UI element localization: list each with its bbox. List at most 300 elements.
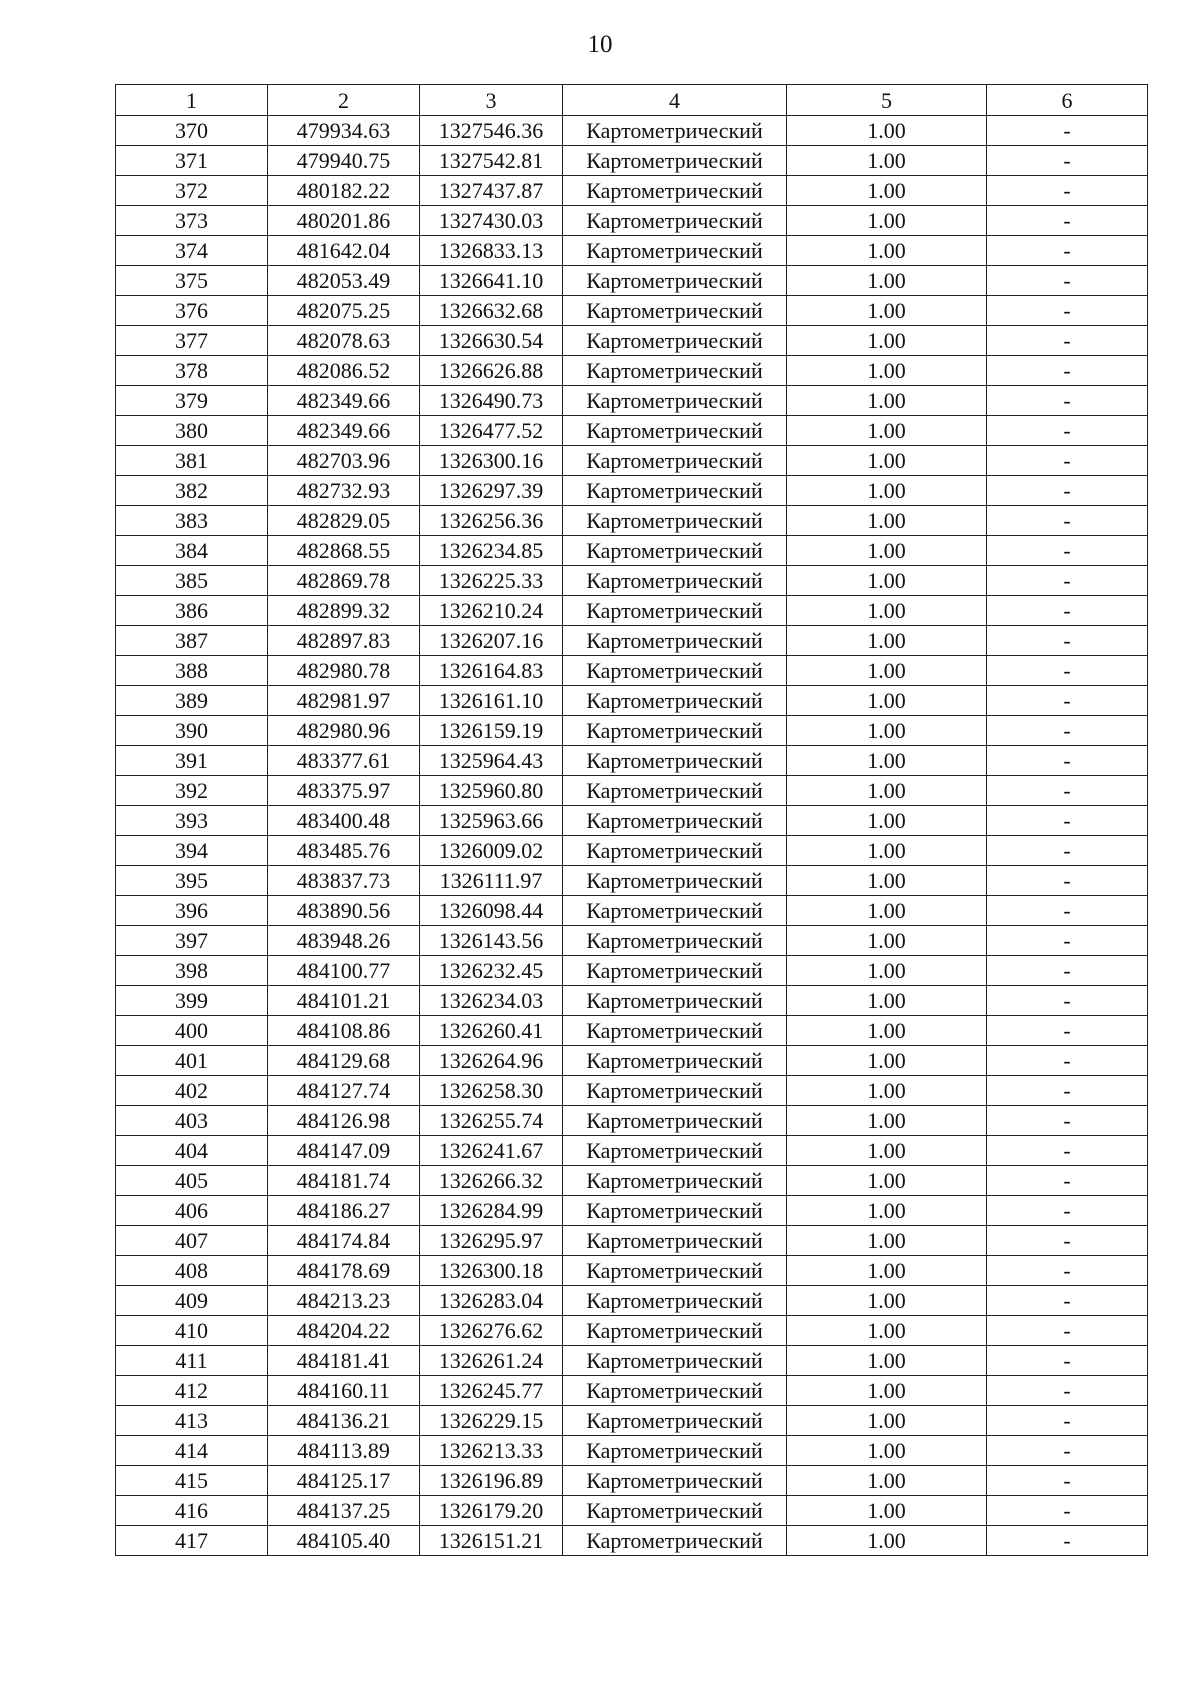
x-coordinate-cell: 480201.86 (268, 206, 420, 236)
point-number-cell: 382 (116, 476, 268, 506)
x-coordinate-cell: 484181.74 (268, 1166, 420, 1196)
method-cell: Картометрический (563, 896, 787, 926)
x-coordinate-cell: 484108.86 (268, 1016, 420, 1046)
table-row (116, 1076, 1148, 1106)
note-cell: - (987, 986, 1148, 1016)
y-coordinate-cell: 1326266.32 (420, 1166, 563, 1196)
y-coordinate-cell: 1326626.88 (420, 356, 563, 386)
x-coordinate-cell: 482075.25 (268, 296, 420, 326)
method-cell: Картометрический (563, 686, 787, 716)
table-row (116, 1316, 1148, 1346)
table-row (116, 1466, 1148, 1496)
method-cell: Картометрический (563, 296, 787, 326)
method-cell: Картометрический (563, 386, 787, 416)
table-row (116, 296, 1148, 326)
y-coordinate-cell: 1326143.56 (420, 926, 563, 956)
note-cell: - (987, 596, 1148, 626)
header-cell-2: 2 (268, 85, 420, 116)
table-row (116, 206, 1148, 236)
note-cell: - (987, 446, 1148, 476)
x-coordinate-cell: 482981.97 (268, 686, 420, 716)
y-coordinate-cell: 1326234.85 (420, 536, 563, 566)
point-number-cell: 397 (116, 926, 268, 956)
accuracy-cell: 1.00 (787, 416, 987, 446)
point-number-cell: 374 (116, 236, 268, 266)
point-number-cell: 384 (116, 536, 268, 566)
point-number-cell: 410 (116, 1316, 268, 1346)
point-number-cell: 396 (116, 896, 268, 926)
table-row (116, 476, 1148, 506)
table-row (116, 896, 1148, 926)
table-row (116, 866, 1148, 896)
accuracy-cell: 1.00 (787, 1436, 987, 1466)
accuracy-cell: 1.00 (787, 566, 987, 596)
note-cell: - (987, 1496, 1148, 1526)
x-coordinate-cell: 484147.09 (268, 1136, 420, 1166)
method-cell: Картометрический (563, 356, 787, 386)
note-cell: - (987, 1346, 1148, 1376)
method-cell: Картометрический (563, 836, 787, 866)
point-number-cell: 412 (116, 1376, 268, 1406)
accuracy-cell: 1.00 (787, 1316, 987, 1346)
note-cell: - (987, 116, 1148, 146)
page-number: 10 (587, 31, 613, 58)
method-cell: Картометрический (563, 926, 787, 956)
point-number-cell: 372 (116, 176, 268, 206)
note-cell: - (987, 956, 1148, 986)
y-coordinate-cell: 1326255.74 (420, 1106, 563, 1136)
x-coordinate-cell: 483890.56 (268, 896, 420, 926)
table-body (116, 116, 1148, 1556)
table-row (116, 1256, 1148, 1286)
table-row (116, 1496, 1148, 1526)
note-cell: - (987, 746, 1148, 776)
y-coordinate-cell: 1326300.18 (420, 1256, 563, 1286)
method-cell: Картометрический (563, 326, 787, 356)
accuracy-cell: 1.00 (787, 1046, 987, 1076)
point-number-cell: 415 (116, 1466, 268, 1496)
point-number-cell: 414 (116, 1436, 268, 1466)
point-number-cell: 385 (116, 566, 268, 596)
accuracy-cell: 1.00 (787, 1346, 987, 1376)
point-number-cell: 371 (116, 146, 268, 176)
y-coordinate-cell: 1327546.36 (420, 116, 563, 146)
y-coordinate-cell: 1327430.03 (420, 206, 563, 236)
x-coordinate-cell: 484204.22 (268, 1316, 420, 1346)
point-number-cell: 407 (116, 1226, 268, 1256)
note-cell: - (987, 1196, 1148, 1226)
method-cell: Картометрический (563, 476, 787, 506)
accuracy-cell: 1.00 (787, 686, 987, 716)
method-cell: Картометрический (563, 446, 787, 476)
accuracy-cell: 1.00 (787, 326, 987, 356)
method-cell: Картометрический (563, 1406, 787, 1436)
table-row (116, 1376, 1148, 1406)
note-cell: - (987, 686, 1148, 716)
accuracy-cell: 1.00 (787, 1286, 987, 1316)
table-row (116, 776, 1148, 806)
table-row (116, 1346, 1148, 1376)
accuracy-cell: 1.00 (787, 356, 987, 386)
point-number-cell: 379 (116, 386, 268, 416)
method-cell: Картометрический (563, 506, 787, 536)
accuracy-cell: 1.00 (787, 716, 987, 746)
y-coordinate-cell: 1326490.73 (420, 386, 563, 416)
x-coordinate-cell: 479940.75 (268, 146, 420, 176)
method-cell: Картометрический (563, 1046, 787, 1076)
method-cell: Картометрический (563, 176, 787, 206)
table-row (116, 716, 1148, 746)
x-coordinate-cell: 482078.63 (268, 326, 420, 356)
y-coordinate-cell: 1326295.97 (420, 1226, 563, 1256)
header-cell-3: 3 (420, 85, 563, 116)
accuracy-cell: 1.00 (787, 266, 987, 296)
note-cell: - (987, 1406, 1148, 1436)
y-coordinate-cell: 1326241.67 (420, 1136, 563, 1166)
point-number-cell: 413 (116, 1406, 268, 1436)
point-number-cell: 395 (116, 866, 268, 896)
note-cell: - (987, 1376, 1148, 1406)
note-cell: - (987, 476, 1148, 506)
note-cell: - (987, 1256, 1148, 1286)
accuracy-cell: 1.00 (787, 776, 987, 806)
point-number-cell: 391 (116, 746, 268, 776)
method-cell: Картометрический (563, 1076, 787, 1106)
method-cell: Картометрический (563, 1166, 787, 1196)
method-cell: Картометрический (563, 656, 787, 686)
y-coordinate-cell: 1326284.99 (420, 1196, 563, 1226)
method-cell: Картометрический (563, 236, 787, 266)
x-coordinate-cell: 484126.98 (268, 1106, 420, 1136)
y-coordinate-cell: 1326297.39 (420, 476, 563, 506)
accuracy-cell: 1.00 (787, 476, 987, 506)
method-cell: Картометрический (563, 746, 787, 776)
table-row (116, 386, 1148, 416)
x-coordinate-cell: 482980.78 (268, 656, 420, 686)
note-cell: - (987, 326, 1148, 356)
accuracy-cell: 1.00 (787, 1106, 987, 1136)
table-row (116, 806, 1148, 836)
method-cell: Картометрический (563, 1196, 787, 1226)
point-number-cell: 376 (116, 296, 268, 326)
method-cell: Картометрический (563, 566, 787, 596)
y-coordinate-cell: 1326232.45 (420, 956, 563, 986)
note-cell: - (987, 1166, 1148, 1196)
y-coordinate-cell: 1326229.15 (420, 1406, 563, 1436)
method-cell: Картометрический (563, 206, 787, 236)
method-cell: Картометрический (563, 806, 787, 836)
method-cell: Картометрический (563, 536, 787, 566)
y-coordinate-cell: 1325960.80 (420, 776, 563, 806)
note-cell: - (987, 1136, 1148, 1166)
note-cell: - (987, 206, 1148, 236)
method-cell: Картометрический (563, 1106, 787, 1136)
y-coordinate-cell: 1326213.33 (420, 1436, 563, 1466)
y-coordinate-cell: 1326256.36 (420, 506, 563, 536)
x-coordinate-cell: 483837.73 (268, 866, 420, 896)
x-coordinate-cell: 482829.05 (268, 506, 420, 536)
accuracy-cell: 1.00 (787, 386, 987, 416)
x-coordinate-cell: 483485.76 (268, 836, 420, 866)
table-row (116, 1436, 1148, 1466)
point-number-cell: 400 (116, 1016, 268, 1046)
x-coordinate-cell: 483375.97 (268, 776, 420, 806)
table-row (116, 266, 1148, 296)
x-coordinate-cell: 484125.17 (268, 1466, 420, 1496)
accuracy-cell: 1.00 (787, 866, 987, 896)
y-coordinate-cell: 1326161.10 (420, 686, 563, 716)
table-row (116, 956, 1148, 986)
table-row (116, 1226, 1148, 1256)
table-row (116, 1406, 1148, 1436)
accuracy-cell: 1.00 (787, 506, 987, 536)
point-number-cell: 375 (116, 266, 268, 296)
header-cell-4: 4 (563, 85, 787, 116)
point-number-cell: 394 (116, 836, 268, 866)
y-coordinate-cell: 1326234.03 (420, 986, 563, 1016)
table-row (116, 1016, 1148, 1046)
y-coordinate-cell: 1327437.87 (420, 176, 563, 206)
note-cell: - (987, 1016, 1148, 1046)
table-row (116, 596, 1148, 626)
note-cell: - (987, 416, 1148, 446)
method-cell: Картометрический (563, 1136, 787, 1166)
x-coordinate-cell: 479934.63 (268, 116, 420, 146)
method-cell: Картометрический (563, 1496, 787, 1526)
header-row (116, 85, 1148, 116)
point-number-cell: 381 (116, 446, 268, 476)
table-row (116, 1196, 1148, 1226)
table-row (116, 146, 1148, 176)
y-coordinate-cell: 1326283.04 (420, 1286, 563, 1316)
header-cell-1: 1 (116, 85, 268, 116)
accuracy-cell: 1.00 (787, 1406, 987, 1436)
table-row (116, 356, 1148, 386)
x-coordinate-cell: 482869.78 (268, 566, 420, 596)
accuracy-cell: 1.00 (787, 1376, 987, 1406)
accuracy-cell: 1.00 (787, 1466, 987, 1496)
x-coordinate-cell: 484160.11 (268, 1376, 420, 1406)
accuracy-cell: 1.00 (787, 176, 987, 206)
x-coordinate-cell: 484137.25 (268, 1496, 420, 1526)
y-coordinate-cell: 1326833.13 (420, 236, 563, 266)
method-cell: Картометрический (563, 1466, 787, 1496)
point-number-cell: 370 (116, 116, 268, 146)
point-number-cell: 393 (116, 806, 268, 836)
accuracy-cell: 1.00 (787, 746, 987, 776)
x-coordinate-cell: 482349.66 (268, 416, 420, 446)
header-cell-5: 5 (787, 85, 987, 116)
y-coordinate-cell: 1326630.54 (420, 326, 563, 356)
note-cell: - (987, 1226, 1148, 1256)
point-number-cell: 401 (116, 1046, 268, 1076)
y-coordinate-cell: 1326260.41 (420, 1016, 563, 1046)
table-row (116, 986, 1148, 1016)
y-coordinate-cell: 1326111.97 (420, 866, 563, 896)
x-coordinate-cell: 483400.48 (268, 806, 420, 836)
accuracy-cell: 1.00 (787, 1076, 987, 1106)
method-cell: Картометрический (563, 776, 787, 806)
y-coordinate-cell: 1325963.66 (420, 806, 563, 836)
accuracy-cell: 1.00 (787, 1226, 987, 1256)
x-coordinate-cell: 484186.27 (268, 1196, 420, 1226)
note-cell: - (987, 866, 1148, 896)
accuracy-cell: 1.00 (787, 446, 987, 476)
note-cell: - (987, 176, 1148, 206)
point-number-cell: 399 (116, 986, 268, 1016)
x-coordinate-cell: 482086.52 (268, 356, 420, 386)
point-number-cell: 409 (116, 1286, 268, 1316)
note-cell: - (987, 1436, 1148, 1466)
note-cell: - (987, 1046, 1148, 1076)
note-cell: - (987, 266, 1148, 296)
note-cell: - (987, 626, 1148, 656)
accuracy-cell: 1.00 (787, 206, 987, 236)
method-cell: Картометрический (563, 1316, 787, 1346)
y-coordinate-cell: 1326151.21 (420, 1526, 563, 1556)
note-cell: - (987, 836, 1148, 866)
table-row (116, 836, 1148, 866)
accuracy-cell: 1.00 (787, 986, 987, 1016)
x-coordinate-cell: 484178.69 (268, 1256, 420, 1286)
point-number-cell: 390 (116, 716, 268, 746)
method-cell: Картометрический (563, 956, 787, 986)
y-coordinate-cell: 1326009.02 (420, 836, 563, 866)
table-row (116, 236, 1148, 266)
table-row (116, 1136, 1148, 1166)
accuracy-cell: 1.00 (787, 956, 987, 986)
x-coordinate-cell: 484127.74 (268, 1076, 420, 1106)
table-row (116, 176, 1148, 206)
method-cell: Картометрический (563, 146, 787, 176)
point-number-cell: 387 (116, 626, 268, 656)
table-row (116, 656, 1148, 686)
method-cell: Картометрический (563, 626, 787, 656)
note-cell: - (987, 386, 1148, 416)
note-cell: - (987, 506, 1148, 536)
method-cell: Картометрический (563, 1346, 787, 1376)
x-coordinate-cell: 484113.89 (268, 1436, 420, 1466)
note-cell: - (987, 896, 1148, 926)
accuracy-cell: 1.00 (787, 236, 987, 266)
table-row (116, 1286, 1148, 1316)
coordinates-table (115, 84, 1148, 1556)
x-coordinate-cell: 481642.04 (268, 236, 420, 266)
point-number-cell: 373 (116, 206, 268, 236)
y-coordinate-cell: 1326477.52 (420, 416, 563, 446)
x-coordinate-cell: 482899.32 (268, 596, 420, 626)
accuracy-cell: 1.00 (787, 1526, 987, 1556)
point-number-cell: 411 (116, 1346, 268, 1376)
point-number-cell: 398 (116, 956, 268, 986)
y-coordinate-cell: 1326300.16 (420, 446, 563, 476)
note-cell: - (987, 926, 1148, 956)
accuracy-cell: 1.00 (787, 1166, 987, 1196)
header-cell-6: 6 (987, 85, 1148, 116)
point-number-cell: 380 (116, 416, 268, 446)
table-row (116, 926, 1148, 956)
note-cell: - (987, 566, 1148, 596)
x-coordinate-cell: 482980.96 (268, 716, 420, 746)
y-coordinate-cell: 1326196.89 (420, 1466, 563, 1496)
method-cell: Картометрический (563, 116, 787, 146)
x-coordinate-cell: 484213.23 (268, 1286, 420, 1316)
x-coordinate-cell: 483948.26 (268, 926, 420, 956)
note-cell: - (987, 806, 1148, 836)
accuracy-cell: 1.00 (787, 836, 987, 866)
x-coordinate-cell: 482868.55 (268, 536, 420, 566)
accuracy-cell: 1.00 (787, 626, 987, 656)
y-coordinate-cell: 1326225.33 (420, 566, 563, 596)
note-cell: - (987, 296, 1148, 326)
accuracy-cell: 1.00 (787, 116, 987, 146)
x-coordinate-cell: 484174.84 (268, 1226, 420, 1256)
accuracy-cell: 1.00 (787, 656, 987, 686)
method-cell: Картометрический (563, 1526, 787, 1556)
x-coordinate-cell: 482053.49 (268, 266, 420, 296)
table-row (116, 536, 1148, 566)
accuracy-cell: 1.00 (787, 146, 987, 176)
table-row (116, 116, 1148, 146)
accuracy-cell: 1.00 (787, 1256, 987, 1286)
point-number-cell: 378 (116, 356, 268, 386)
y-coordinate-cell: 1326164.83 (420, 656, 563, 686)
note-cell: - (987, 716, 1148, 746)
y-coordinate-cell: 1326159.19 (420, 716, 563, 746)
note-cell: - (987, 776, 1148, 806)
table-row (116, 506, 1148, 536)
table-row (116, 416, 1148, 446)
point-number-cell: 417 (116, 1526, 268, 1556)
y-coordinate-cell: 1326261.24 (420, 1346, 563, 1376)
table-row (116, 1526, 1148, 1556)
table-row (116, 326, 1148, 356)
table-row (116, 1106, 1148, 1136)
method-cell: Картометрический (563, 1226, 787, 1256)
note-cell: - (987, 1106, 1148, 1136)
accuracy-cell: 1.00 (787, 806, 987, 836)
method-cell: Картометрический (563, 1016, 787, 1046)
x-coordinate-cell: 482703.96 (268, 446, 420, 476)
accuracy-cell: 1.00 (787, 1016, 987, 1046)
x-coordinate-cell: 484105.40 (268, 1526, 420, 1556)
y-coordinate-cell: 1326264.96 (420, 1046, 563, 1076)
accuracy-cell: 1.00 (787, 1496, 987, 1526)
point-number-cell: 392 (116, 776, 268, 806)
point-number-cell: 403 (116, 1106, 268, 1136)
accuracy-cell: 1.00 (787, 926, 987, 956)
x-coordinate-cell: 484136.21 (268, 1406, 420, 1436)
point-number-cell: 406 (116, 1196, 268, 1226)
note-cell: - (987, 656, 1148, 686)
note-cell: - (987, 1466, 1148, 1496)
note-cell: - (987, 1286, 1148, 1316)
y-coordinate-cell: 1326641.10 (420, 266, 563, 296)
method-cell: Картометрический (563, 1436, 787, 1466)
y-coordinate-cell: 1326276.62 (420, 1316, 563, 1346)
point-number-cell: 383 (116, 506, 268, 536)
accuracy-cell: 1.00 (787, 1136, 987, 1166)
table-row (116, 686, 1148, 716)
method-cell: Картометрический (563, 866, 787, 896)
accuracy-cell: 1.00 (787, 596, 987, 626)
method-cell: Картометрический (563, 716, 787, 746)
note-cell: - (987, 1526, 1148, 1556)
y-coordinate-cell: 1326210.24 (420, 596, 563, 626)
note-cell: - (987, 236, 1148, 266)
y-coordinate-cell: 1325964.43 (420, 746, 563, 776)
x-coordinate-cell: 484181.41 (268, 1346, 420, 1376)
